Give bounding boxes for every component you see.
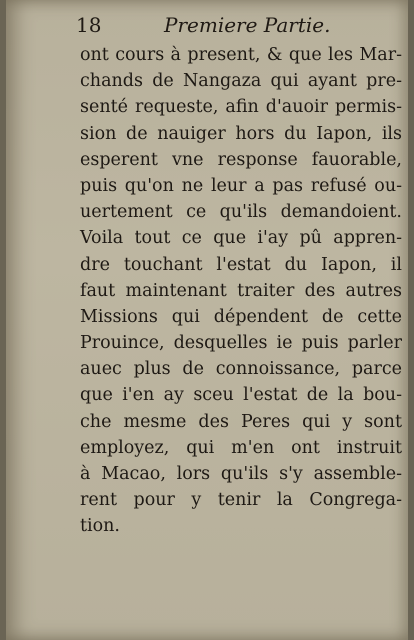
text-line: Prouince, desquelles ie puis parler: [80, 333, 402, 354]
text-line: senté requeste, afin d'auoir permis-: [80, 97, 402, 118]
text-line: uertement ce qu'ils demandoient.: [80, 202, 402, 223]
text-line: dre touchant l'estat du Iapon, il: [80, 254, 402, 275]
text-line: che mesme des Peres qui y sont: [80, 411, 402, 432]
text-line: chands de Nangaza qui ayant pre-: [80, 71, 402, 92]
running-title: Premiere Partie.: [164, 13, 331, 37]
text-line: que i'en ay sceu l'estat de la bou-: [80, 385, 402, 406]
text-line: à Macao, lors qu'ils s'y assemble-: [80, 464, 402, 484]
text-line: Voila tout ce que i'ay pû appren-: [80, 228, 402, 249]
text-line: auec plus de connoissance, parce: [80, 359, 402, 380]
text-line: rent pour y tenir la Congrega-: [80, 490, 402, 511]
page-number: 18: [76, 13, 102, 37]
text-line: puis qu'on ne leur a pas refusé ou-: [80, 175, 402, 196]
text-line: ont cours à present, & que les Mar-: [80, 45, 402, 65]
text-line: faut maintenant traiter des autres: [80, 280, 402, 301]
body-text: [80, 42, 402, 540]
text-line: sion de nauiger hors du Iapon, ils: [80, 123, 402, 144]
text-line: Missions qui dépendent de cette: [80, 306, 402, 327]
text-line: esperent vne response fauorable,: [80, 149, 402, 170]
book-page: [6, 0, 408, 640]
text-line: tion.: [80, 516, 120, 537]
text-line: employez, qui m'en ont instruit: [80, 437, 402, 458]
page-header: [76, 12, 406, 38]
